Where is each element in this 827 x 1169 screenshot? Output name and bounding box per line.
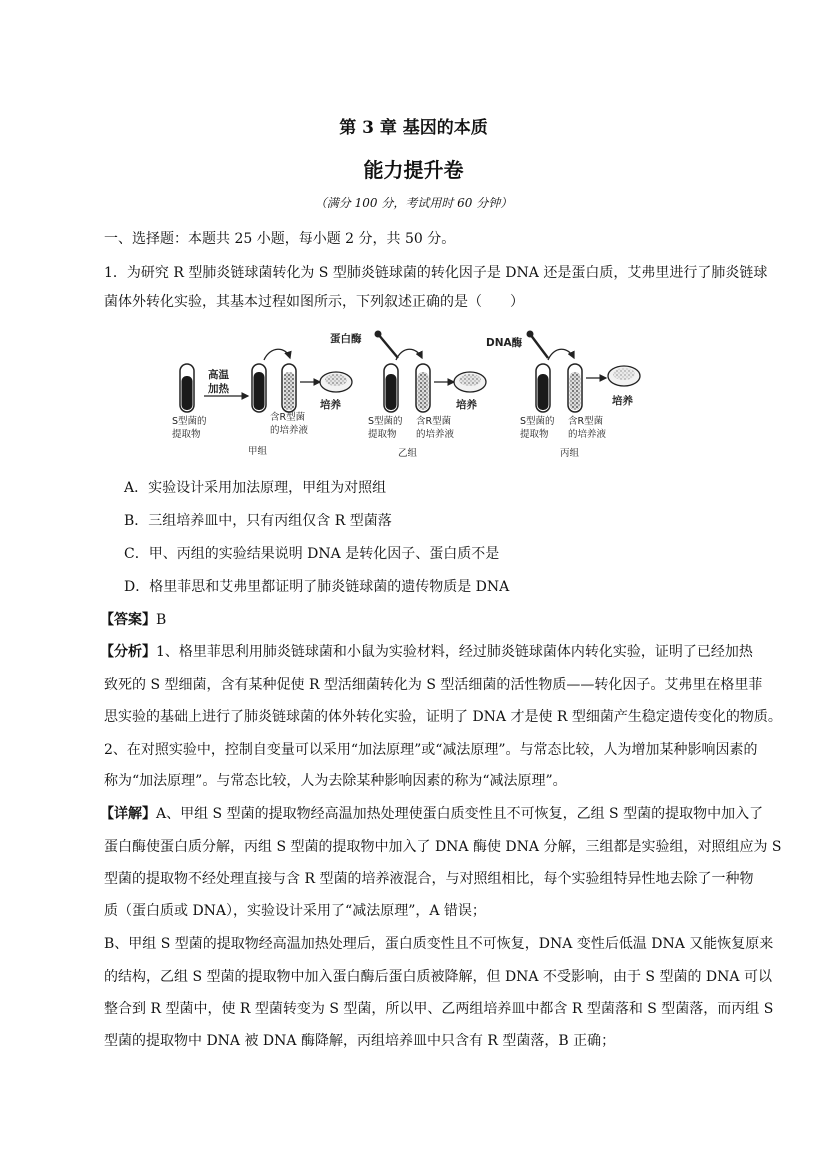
exam-note: （满分 100 分，考试用时 60 分钟） <box>314 196 513 210</box>
answer-tag: 【答案】 <box>100 612 156 628</box>
group-label-jia: 甲组 <box>248 446 268 457</box>
detail-line-3: 型菌的提取物不经处理直接与含 R 型菌的培养液混合，与对照组相比，每个实验组特异性地去除了一种物 <box>104 871 754 887</box>
detail-line-6: 的结构，乙组 S 型菌的提取物中加入蛋白酶后蛋白质被降解，但 DNA 不受影响，由于 S 型菌的 DNA 可以 <box>104 969 772 985</box>
protease-label: 蛋白酶 <box>330 333 362 345</box>
answer <box>100 609 166 629</box>
heat-label-1: 高温 <box>208 369 229 381</box>
page-subtitle: 能力提升卷 <box>363 158 464 182</box>
detail-line-2: 蛋白酶使蛋白质分解，丙组 S 型菌的提取物中加入了 DNA 酶使 DNA 分解，三组都是实验组，对照组应为 S <box>104 839 782 855</box>
plate-label: 培养 <box>612 395 633 407</box>
question-stem-line-1: 1．为研究 R 型肺炎链球菌转化为 S 型肺炎链球菌的转化因子是 DNA 还是蛋白质，艾弗里进行了肺炎链球 <box>104 265 768 281</box>
group-label-yi: 乙组 <box>398 448 418 459</box>
extract-label-1: S型菌的 <box>368 416 403 427</box>
detail-text: A、甲组 S 型菌的提取物经高温加热处理使蛋白质变性且不可恢复，乙组 S 型菌的提取物中加入了 <box>156 806 764 822</box>
group-yi <box>330 331 486 460</box>
analysis-tag: 【分析】 <box>100 644 156 660</box>
analysis-text: 1、格里菲思利用肺炎链球菌和小鼠为实验材料，经过肺炎链球菌体内转化实验，证明了已经加热 <box>156 644 753 660</box>
analysis-line-1 <box>100 641 753 661</box>
detail-tag: 【详解】 <box>100 806 156 822</box>
plate-label: 培养 <box>456 399 477 411</box>
analysis-line-5: 称为“加法原理”。与常态比较，人为去除某种影响因素的称为“减法原理”。 <box>104 773 567 789</box>
analysis-line-2: 致死的 S 型细菌，含有某种促使 R 型活细菌转化为 S 型活细菌的活性物质——转化因子。艾弗里在格里菲 <box>104 677 763 693</box>
extract-label-1: S型菌的 <box>520 416 555 427</box>
culture-label-2: 的培养液 <box>568 429 607 440</box>
option-d[interactable]: D．格里菲思和艾弗里都证明了肺炎链球菌的遗传物质是 DNA <box>124 579 510 595</box>
experiment-figure <box>160 326 660 466</box>
extract-label-1: S型菌的 <box>172 416 207 427</box>
analysis-line-3: 思实验的基础上进行了肺炎链球菌的体外转化实验，证明了 DNA 才是使 R 型细菌产生稳定遗传变化的物质。 <box>104 709 782 725</box>
option-a[interactable]: A．实验设计采用加法原理，甲组为对照组 <box>124 480 387 496</box>
extract-label-2: 提取物 <box>368 429 397 440</box>
heat-label-2: 加热 <box>208 383 229 395</box>
question-stem-line-2: 菌体外转化实验，其基本过程如图所示，下列叙述正确的是（ ） <box>104 294 524 310</box>
detail-line-4: 质（蛋白质或 DNA），实验设计采用了“减法原理”，A 错误； <box>104 903 486 919</box>
section-heading: 一、选择题：本题共 25 小题，每小题 2 分，共 50 分。 <box>104 231 456 247</box>
detail-line-5: B、甲组 S 型菌的提取物经高温加热处理后，蛋白质变性且不可恢复，DNA 变性后低温 DNA 又能恢复原来 <box>104 936 774 952</box>
detail-line-7: 整合到 R 型菌中，使 R 型菌转变为 S 型菌，所以甲、乙两组培养皿中都含 R 型菌落和 S 型菌落，而丙组 S <box>104 1001 774 1017</box>
group-jia <box>172 349 352 457</box>
culture-label-2: 的培养液 <box>416 429 455 440</box>
group-label-bing: 丙组 <box>560 448 580 459</box>
chapter-title: 第 3 章 基因的本质 <box>339 118 488 138</box>
culture-label-2: 的培养液 <box>270 425 309 436</box>
culture-label-1: 含R型菌 <box>270 412 306 423</box>
dnase-label: DNA酶 <box>486 337 523 349</box>
culture-label-1: 含R型菌 <box>568 416 604 427</box>
answer-value: B <box>156 612 167 628</box>
plate-label: 培养 <box>320 399 341 411</box>
detail-line-1 <box>100 803 763 823</box>
analysis-line-4: 2、在对照实验中，控制自变量可以采用“加法原理”或“减法原理”。与常态比较，人为增加某种影响因素的 <box>104 742 758 758</box>
extract-label-2: 提取物 <box>520 429 549 440</box>
culture-label-1: 含R型菌 <box>416 416 452 427</box>
detail-line-8: 型菌的提取物中 DNA 被 DNA 酶降解，丙组培养皿中只含有 R 型菌落，B 正确； <box>104 1033 616 1049</box>
option-c[interactable]: C．甲、丙组的实验结果说明 DNA 是转化因子、蛋白质不是 <box>124 546 500 562</box>
group-bing <box>486 331 640 460</box>
extract-label-2: 提取物 <box>172 429 201 440</box>
option-b[interactable]: B．三组培养皿中，只有丙组仅含 R 型菌落 <box>124 513 392 529</box>
